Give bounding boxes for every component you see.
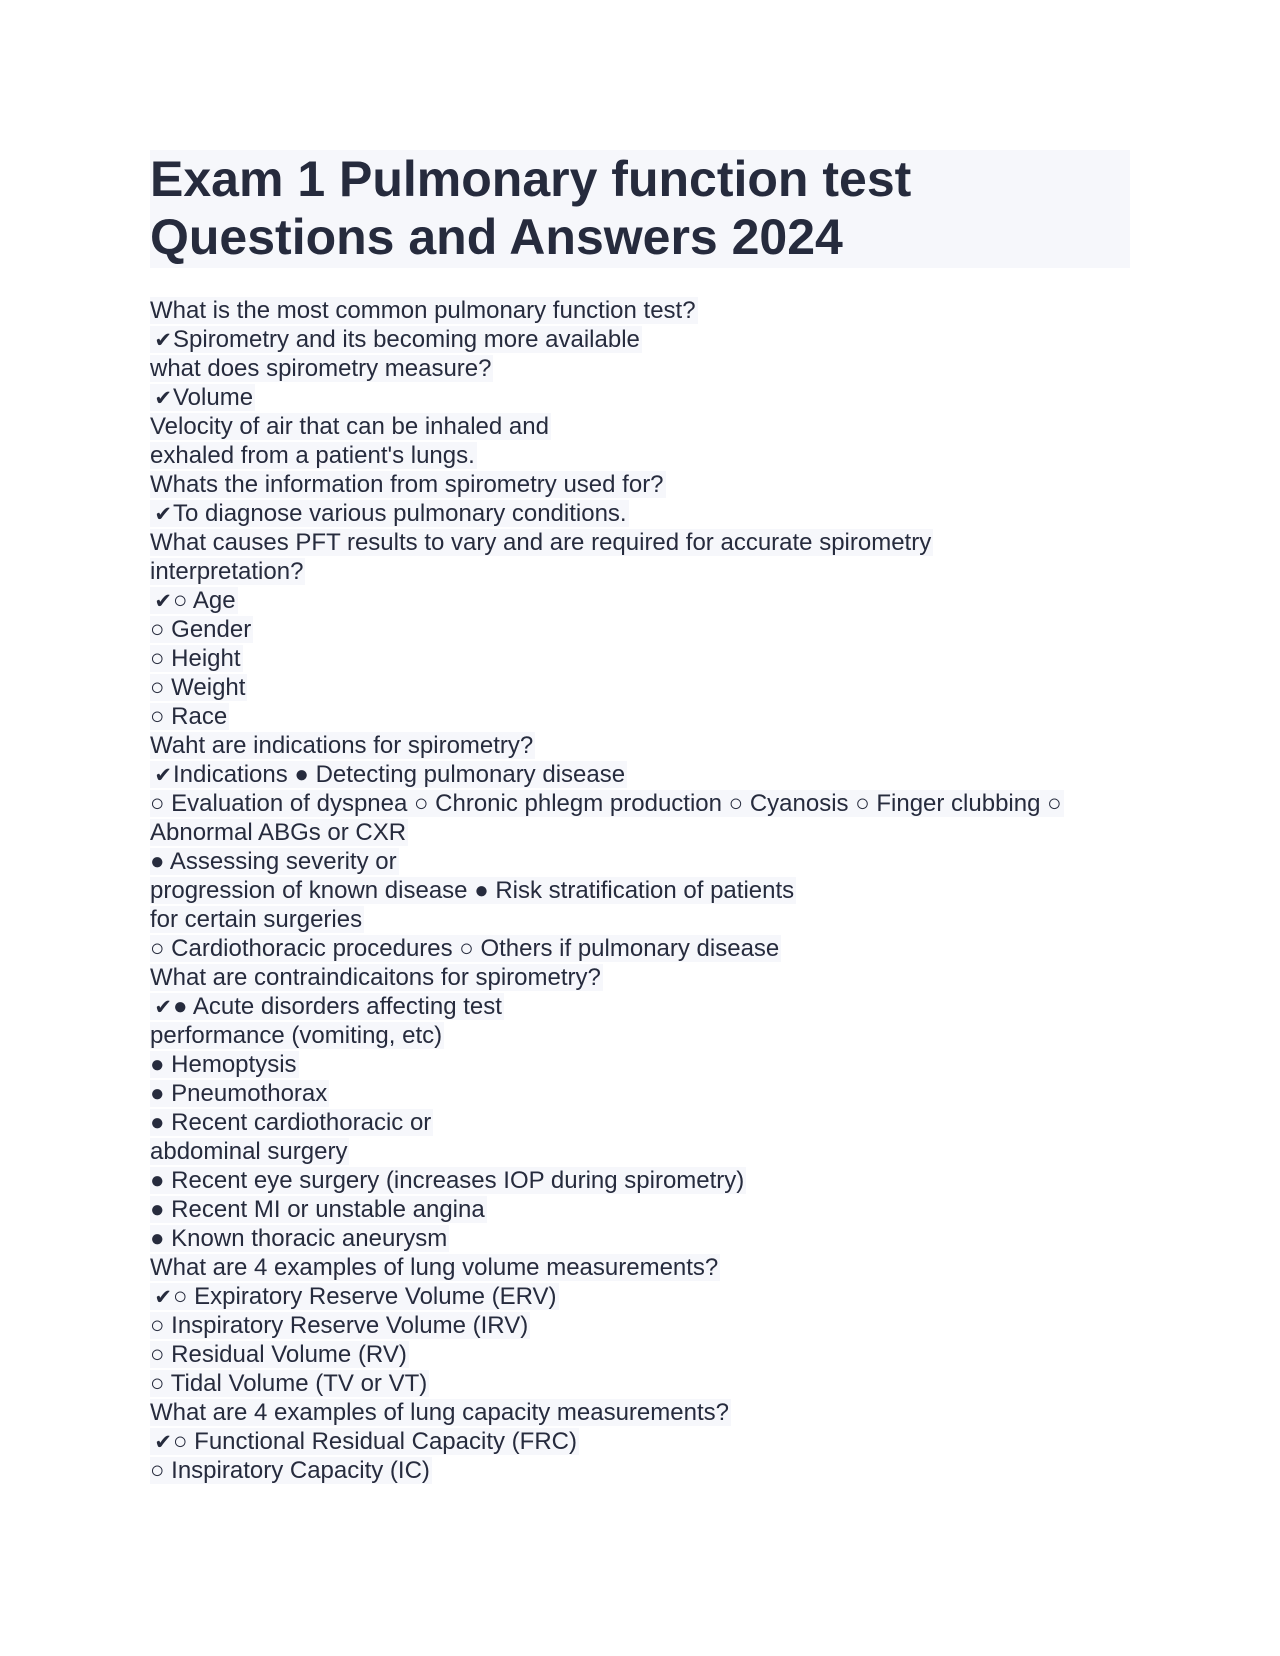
line-text-wrap: [150, 1196, 487, 1223]
line-text: ● Recent eye surgery (increases IOP during spirometry): [150, 1167, 745, 1194]
line-text: What are 4 examples of lung capacity measurements?: [150, 1399, 729, 1426]
line-text-wrap: [150, 1399, 731, 1426]
text-line: [150, 470, 1130, 499]
answer-line: [150, 499, 1130, 528]
line-text-wrap: [150, 413, 551, 440]
checkmark-icon: ✔: [154, 995, 172, 1019]
text-line: [150, 354, 1130, 383]
answer-line: [150, 325, 1130, 354]
line-text-wrap: [150, 1283, 559, 1310]
text-line: [150, 1224, 1130, 1253]
line-text: for certain surgeries: [150, 906, 363, 933]
line-text: performance (vomiting, etc): [150, 1022, 443, 1049]
line-text: What causes PFT results to vary and are required for accurate spirometry: [150, 529, 932, 556]
line-text-wrap: [150, 877, 796, 904]
answer-line: [150, 1282, 1130, 1311]
line-text: what does spirometry measure?: [150, 355, 492, 382]
text-line: [150, 673, 1130, 702]
line-text-wrap: [150, 790, 1064, 817]
line-text-wrap: [150, 645, 243, 672]
checkmark-icon: ✔: [154, 589, 172, 613]
text-line: [150, 1021, 1130, 1050]
line-text-wrap: [150, 848, 399, 875]
text-line: [150, 557, 1130, 586]
line-text-wrap: [150, 1428, 579, 1455]
line-text-wrap: [150, 1022, 444, 1049]
text-line: [150, 905, 1130, 934]
line-text-wrap: [150, 500, 629, 527]
document-title: [150, 150, 1130, 266]
line-text-wrap: [150, 1370, 429, 1397]
line-text: interpretation?: [150, 558, 304, 585]
line-text: ○ Race: [150, 703, 228, 730]
text-line: [150, 847, 1130, 876]
line-text: ● Recent cardiothoracic or: [150, 1109, 432, 1136]
text-line: [150, 528, 1130, 557]
checkmark-icon: ✔: [154, 1285, 172, 1309]
text-line: [150, 1369, 1130, 1398]
document-title-block: [150, 150, 1130, 268]
text-line: [150, 1456, 1130, 1485]
line-text-wrap: [150, 297, 698, 324]
line-text: ○ Inspiratory Reserve Volume (IRV): [150, 1312, 529, 1339]
answer-line: [150, 992, 1130, 1021]
line-text: ○ Height: [150, 645, 241, 672]
line-text-wrap: [150, 326, 642, 353]
line-text: Velocity of air that can be inhaled and: [150, 413, 549, 440]
answer-line: [150, 383, 1130, 412]
line-text-wrap: [150, 1080, 329, 1107]
title-line-1: Exam 1 Pulmonary function test: [150, 151, 912, 207]
text-line: [150, 963, 1130, 992]
line-text-wrap: [150, 1225, 449, 1252]
line-text: Whats the information from spirometry used for?: [150, 471, 664, 498]
line-text-wrap: [150, 993, 504, 1020]
text-line: [150, 876, 1130, 905]
text-line: [150, 1311, 1130, 1340]
text-line: [150, 731, 1130, 760]
line-text-wrap: [150, 355, 493, 382]
line-text: To diagnose various pulmonary conditions.: [173, 500, 627, 527]
text-line: [150, 934, 1130, 963]
line-text-wrap: [150, 1457, 432, 1484]
line-text: ● Recent MI or unstable angina: [150, 1196, 485, 1223]
text-line: [150, 789, 1130, 818]
line-text: ○ Residual Volume (RV): [150, 1341, 407, 1368]
line-text: Waht are indications for spirometry?: [150, 732, 534, 759]
line-text-wrap: [150, 1138, 349, 1165]
text-line: [150, 1253, 1130, 1282]
text-line: [150, 644, 1130, 673]
line-text: Indications ● Detecting pulmonary disease: [173, 761, 626, 788]
text-line: [150, 1340, 1130, 1369]
text-line: [150, 1137, 1130, 1166]
line-text: Volume: [173, 384, 254, 411]
line-text: ○ Tidal Volume (TV or VT): [150, 1370, 428, 1397]
line-text-wrap: [150, 616, 253, 643]
line-text-wrap: [150, 442, 477, 469]
checkmark-icon: ✔: [154, 763, 172, 787]
line-text: ● Pneumothorax: [150, 1080, 328, 1107]
line-text-wrap: [150, 1167, 746, 1194]
text-line: [150, 1050, 1130, 1079]
text-line: [150, 615, 1130, 644]
line-text-wrap: [150, 819, 408, 846]
line-text: exhaled from a patient's lungs.: [150, 442, 475, 469]
line-text-wrap: [150, 558, 305, 585]
line-text-wrap: [150, 1312, 530, 1339]
line-text-wrap: [150, 529, 933, 556]
line-text-wrap: [150, 935, 781, 962]
answer-line: [150, 1427, 1130, 1456]
line-text-wrap: [150, 1254, 720, 1281]
answer-line: [150, 760, 1130, 789]
line-text-wrap: [150, 1051, 299, 1078]
text-line: [150, 1079, 1130, 1108]
line-text: ○ Weight: [150, 674, 246, 701]
line-text-wrap: [150, 674, 247, 701]
line-text: ● Acute disorders affecting test: [173, 993, 502, 1020]
text-line: [150, 1166, 1130, 1195]
line-text: ○ Age: [173, 587, 236, 614]
line-text-wrap: [150, 703, 229, 730]
line-text: Spirometry and its becoming more available: [173, 326, 640, 353]
line-text: What are 4 examples of lung volume measurements?: [150, 1254, 719, 1281]
line-text: ● Hemoptysis: [150, 1051, 297, 1078]
text-line: [150, 1398, 1130, 1427]
line-text: ○ Evaluation of dyspnea ○ Chronic phlegm production ○ Cyanosis ○ Finger clubbing ○: [150, 790, 1062, 817]
line-text: ● Known thoracic aneurysm: [150, 1225, 448, 1252]
document-page: [150, 150, 1130, 1485]
line-text: ○ Expiratory Reserve Volume (ERV): [173, 1283, 557, 1310]
text-line: [150, 1195, 1130, 1224]
checkmark-icon: ✔: [154, 1430, 172, 1454]
line-text: progression of known disease ● Risk stratification of patients: [150, 877, 795, 904]
line-text-wrap: [150, 761, 627, 788]
checkmark-icon: ✔: [154, 386, 172, 410]
answer-line: [150, 586, 1130, 615]
checkmark-icon: ✔: [154, 328, 172, 352]
qa-content: [150, 296, 1130, 1485]
line-text: ○ Inspiratory Capacity (IC): [150, 1457, 430, 1484]
line-text-wrap: [150, 732, 535, 759]
line-text: What is the most common pulmonary function test?: [150, 297, 696, 324]
line-text: ● Assessing severity or: [150, 848, 397, 875]
text-line: [150, 818, 1130, 847]
line-text: ○ Functional Residual Capacity (FRC): [173, 1428, 577, 1455]
text-line: [150, 441, 1130, 470]
text-line: [150, 1108, 1130, 1137]
line-text-wrap: [150, 906, 364, 933]
line-text: abdominal surgery: [150, 1138, 348, 1165]
line-text-wrap: [150, 471, 666, 498]
line-text-wrap: [150, 964, 603, 991]
line-text-wrap: [150, 1341, 409, 1368]
line-text-wrap: [150, 1109, 433, 1136]
line-text: ○ Gender: [150, 616, 252, 643]
text-line: [150, 702, 1130, 731]
line-text-wrap: [150, 384, 255, 411]
text-line: [150, 296, 1130, 325]
line-text-wrap: [150, 587, 238, 614]
line-text: ○ Cardiothoracic procedures ○ Others if pulmonary disease: [150, 935, 780, 962]
text-line: [150, 412, 1130, 441]
checkmark-icon: ✔: [154, 502, 172, 526]
title-line-2: Questions and Answers 2024: [150, 209, 843, 265]
line-text: What are contraindicaitons for spirometry?: [150, 964, 601, 991]
line-text: Abnormal ABGs or CXR: [150, 819, 407, 846]
